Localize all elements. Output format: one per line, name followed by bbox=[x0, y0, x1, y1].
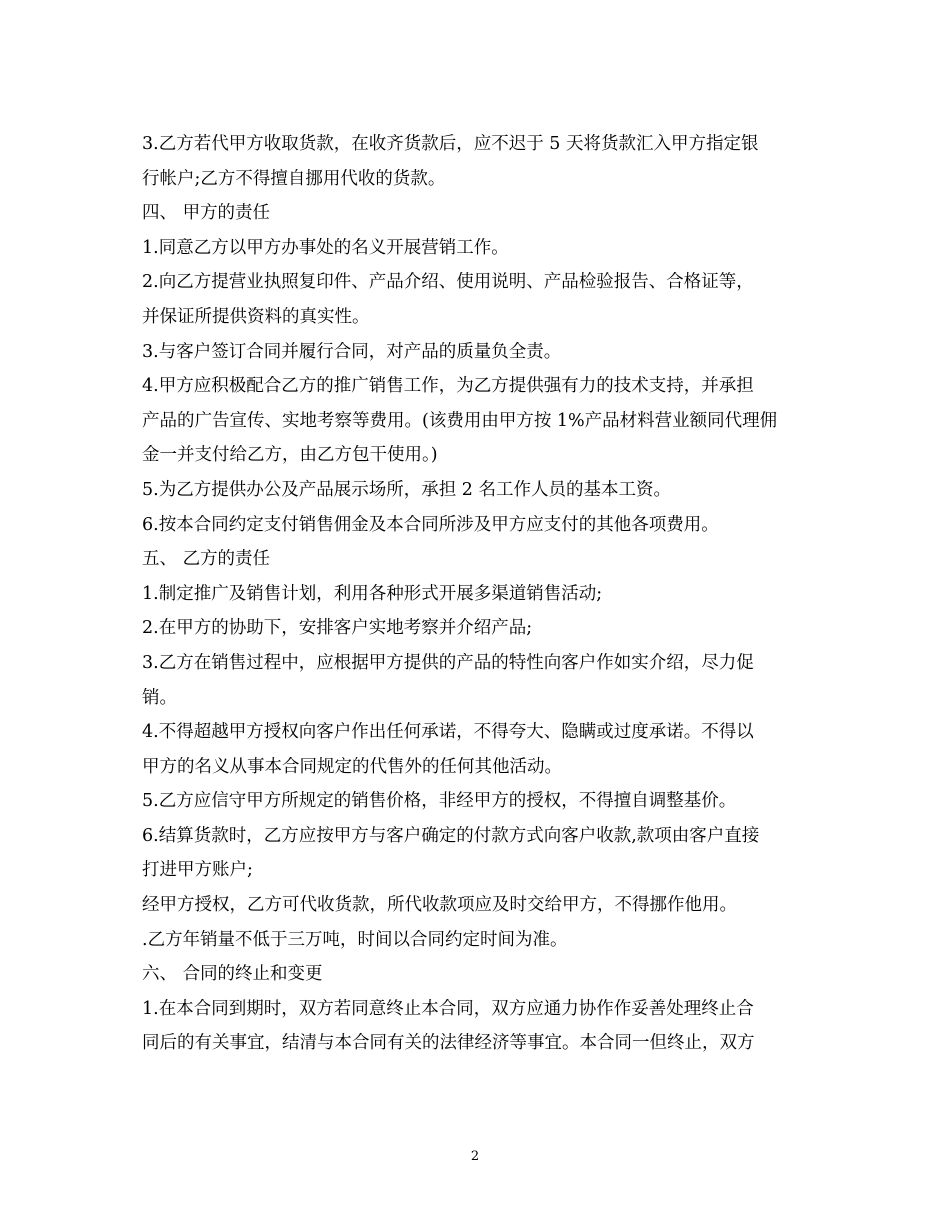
text-line: 4.不得超越甲方授权向客户作出任何承诺，不得夸大、隐瞒或过度承诺。不得以 bbox=[142, 722, 754, 743]
section-heading: 四、 甲方的责任 bbox=[142, 203, 271, 224]
text-line: 3.与客户签订合同并履行合同，对产品的质量负全责。 bbox=[142, 341, 562, 362]
text-line: 5.为乙方提供办公及产品展示场所，承担 2 名工作人员的基本工资。 bbox=[142, 479, 671, 500]
text-line: 打进甲方账户; bbox=[142, 860, 253, 881]
text-line: 行帐户;乙方不得擅自挪用代收的货款。 bbox=[142, 168, 446, 189]
text-line: 5.乙方应信守甲方所规定的销售价格，非经甲方的授权，不得擅自调整基价。 bbox=[142, 791, 737, 812]
text-line: 1.在本合同到期时，双方若同意终止本合同，双方应通力协作作妥善处理终止合 bbox=[142, 998, 754, 1019]
text-line: 金一并支付给乙方，由乙方包干使用。) bbox=[142, 445, 438, 466]
section-heading: 五、 乙方的责任 bbox=[142, 549, 271, 570]
page-number: 2 bbox=[470, 1149, 480, 1164]
text-line: 4.甲方应积极配合乙方的推广销售工作，为乙方提供强有力的技术支持，并承担 bbox=[142, 376, 754, 397]
text-line: 6.按本合同约定支付销售佣金及本合同所涉及甲方应支付的其他各项费用。 bbox=[142, 514, 719, 535]
text-line: 3.乙方若代甲方收取货款，在收齐货款后，应不迟于 5 天将货款汇入甲方指定银 bbox=[142, 134, 759, 154]
text-line: 1.同意乙方以甲方办事处的名义开展营销工作。 bbox=[142, 237, 509, 258]
text-line: 3.乙方在销售过程中，应根据甲方提供的产品的特性向客户作如实介绍，尽力促 bbox=[142, 652, 754, 673]
text-line: 产品的广告宣传、实地考察等费用。(该费用由甲方按 1%产品材料营业额同代理佣 bbox=[142, 410, 778, 431]
text-line: 并保证所提供资料的真实性。 bbox=[142, 306, 370, 327]
text-line: 甲方的名义从事本合同规定的代售外的任何其他活动。 bbox=[142, 756, 562, 777]
document-body bbox=[142, 127, 814, 1061]
text-line: .乙方年销量不低于三万吨，时间以合同约定时间为准。 bbox=[142, 929, 568, 950]
text-line: 同后的有关事宜，结清与本合同有关的法律经济等事宜。本合同一但终止，双方 bbox=[142, 1033, 755, 1054]
text-line: 销。 bbox=[142, 687, 177, 708]
section-heading: 六、 合同的终止和变更 bbox=[142, 964, 323, 985]
text-line: 1.制定推广及销售计划，利用各种形式开展多渠道销售活动; bbox=[142, 583, 603, 604]
text-line: 2.向乙方提营业执照复印件、产品介绍、使用说明、产品检验报告、合格证等， bbox=[142, 272, 754, 293]
text-line: 2.在甲方的协助下，安排客户实地考察并介绍产品; bbox=[142, 618, 533, 639]
text-line: 6.结算货款时，乙方应按甲方与客户确定的付款方式向客户收款,款项由客户直接 bbox=[142, 825, 760, 846]
text-line: 经甲方授权，乙方可代收货款，所代收款项应及时交给甲方，不得挪作他用。 bbox=[142, 895, 737, 916]
